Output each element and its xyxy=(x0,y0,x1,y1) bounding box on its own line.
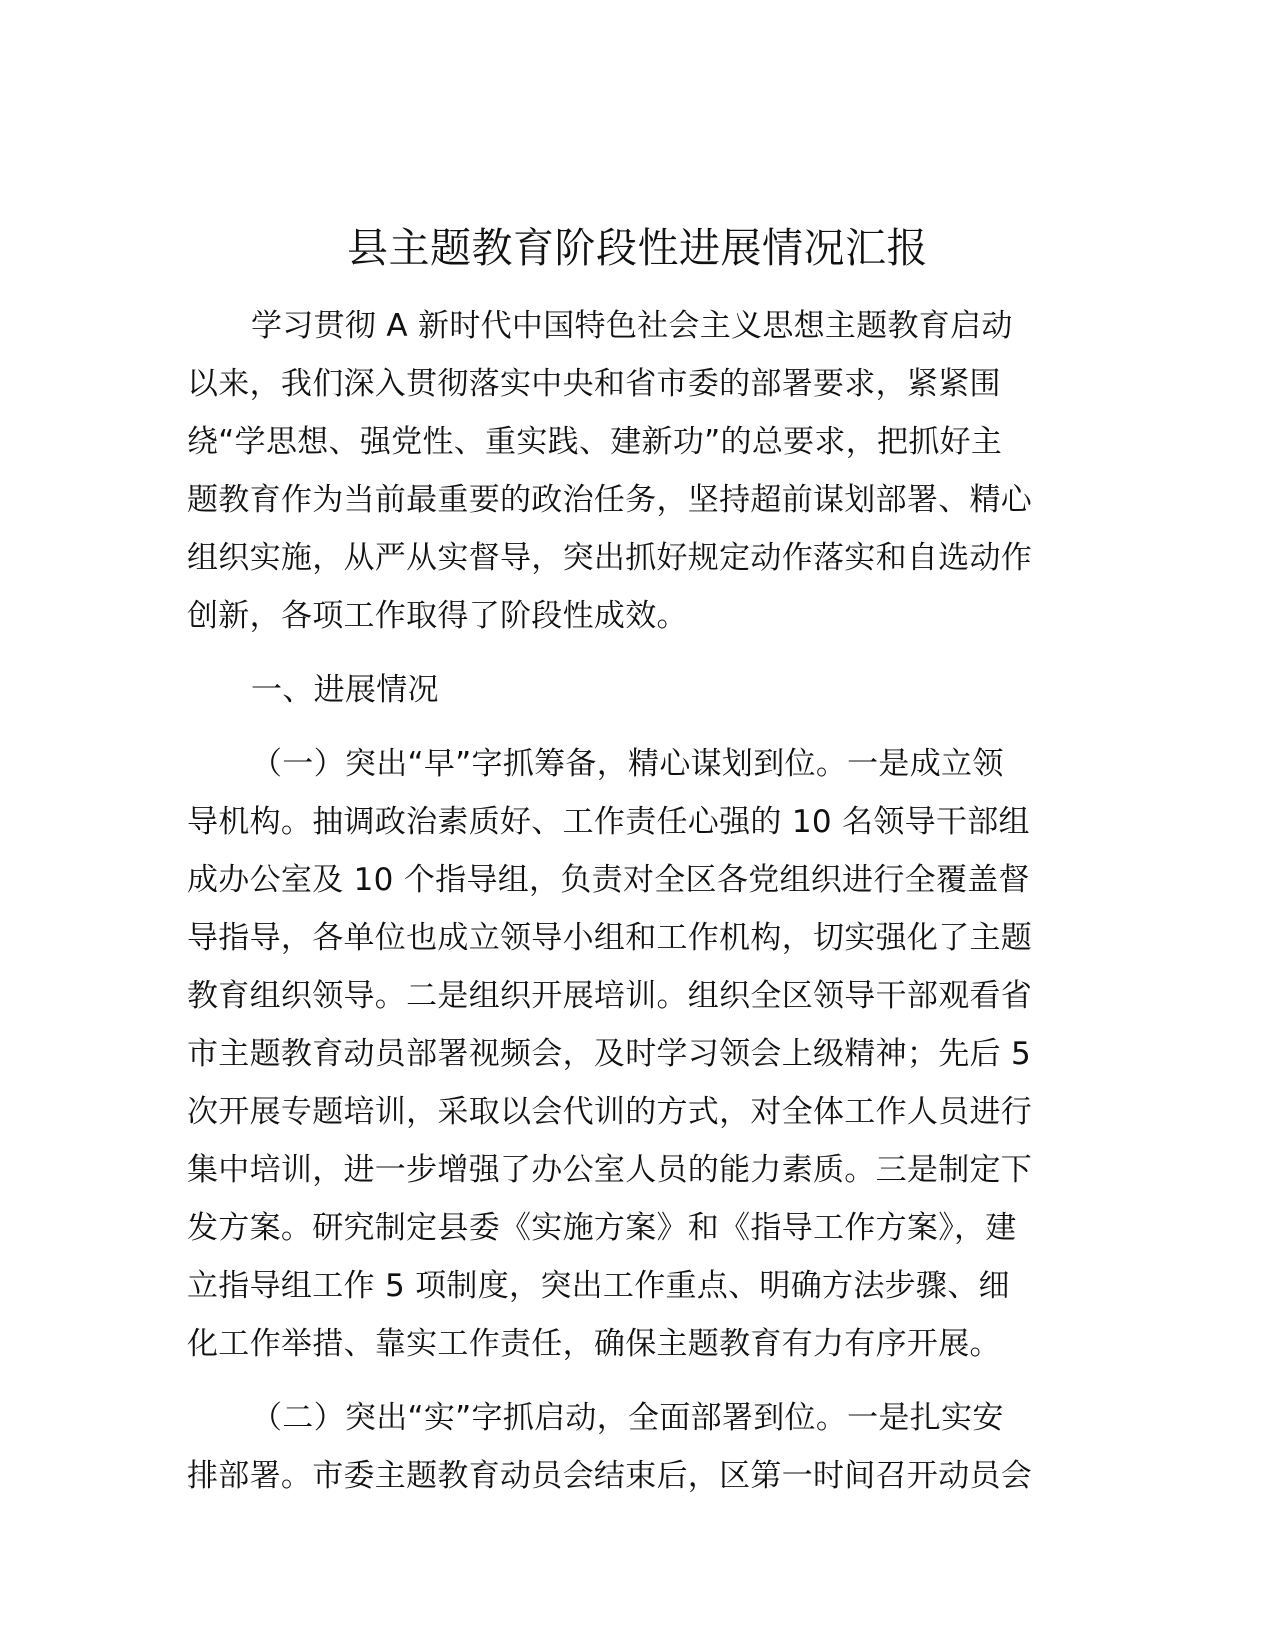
subsection-paragraph-1 xyxy=(187,735,1087,1373)
paragraph-gap xyxy=(187,719,1087,735)
paragraph-line: 以来，我们深入贯彻落实中央和省市委的部署要求，紧紧围 xyxy=(187,366,1001,402)
paragraph-line: 学习贯彻 A 新时代中国特色社会主义思想主题教育启动 xyxy=(251,308,1013,344)
paragraph-line: 立指导组工作 5 项制度，突出工作重点、明确方法步骤、细 xyxy=(187,1268,1010,1304)
paragraph-line: 导机构。抽调政治素质好、工作责任心强的 10 名领导干部组 xyxy=(187,804,1030,840)
intro-paragraph xyxy=(187,297,1087,645)
section-heading xyxy=(187,661,1087,719)
section-heading-line: 一、进展情况 xyxy=(251,672,439,708)
paragraph-line: 成办公室及 10 个指导组，负责对全区各党组织进行全覆盖督 xyxy=(187,862,1030,898)
paragraph-line: 绕“学思想、强党性、重实践、建新功”的总要求，把抓好主 xyxy=(187,424,1003,460)
paragraph-line: 排部署。市委主题教育动员会结束后，区第一时间召开动员会 xyxy=(187,1458,1033,1494)
paragraph-gap xyxy=(187,645,1087,661)
paragraph-line: 题教育作为当前最重要的政治任务，坚持超前谋划部署、精心 xyxy=(187,482,1033,518)
document-body xyxy=(187,297,1087,1505)
paragraph-gap xyxy=(187,1373,1087,1389)
paragraph-line: （二）突出“实”字抓启动，全面部署到位。一是扎实安 xyxy=(251,1400,1004,1436)
paragraph-line: 组织实施，从严从实督导，突出抓好规定动作落实和自选动作 xyxy=(187,540,1033,576)
paragraph-line: 集中培训，进一步增强了办公室人员的能力素质。三是制定下 xyxy=(187,1152,1033,1188)
paragraph-line: 市主题教育动员部署视频会，及时学习领会上级精神；先后 5 xyxy=(187,1036,1031,1072)
document-title: 县主题教育阶段性进展情况汇报 xyxy=(347,224,928,272)
paragraph-line: （一）突出“早”字抓筹备，精心谋划到位。一是成立领 xyxy=(251,746,1004,782)
paragraph-line: 化工作举措、靠实工作责任，确保主题教育有力有序开展。 xyxy=(187,1326,1001,1362)
paragraph-line: 导指导，各单位也成立领导小组和工作机构，切实强化了主题 xyxy=(187,920,1033,956)
paragraph-line: 次开展专题培训，采取以会代训的方式，对全体工作人员进行 xyxy=(187,1094,1033,1130)
paragraph-line: 发方案。研究制定县委《实施方案》和《指导工作方案》，建 xyxy=(187,1210,1017,1246)
paragraph-line: 教育组织领导。二是组织开展培训。组织全区领导干部观看省 xyxy=(187,978,1033,1014)
subsection-paragraph-2 xyxy=(187,1389,1087,1505)
paragraph-line: 创新，各项工作取得了阶段性成效。 xyxy=(187,598,688,634)
